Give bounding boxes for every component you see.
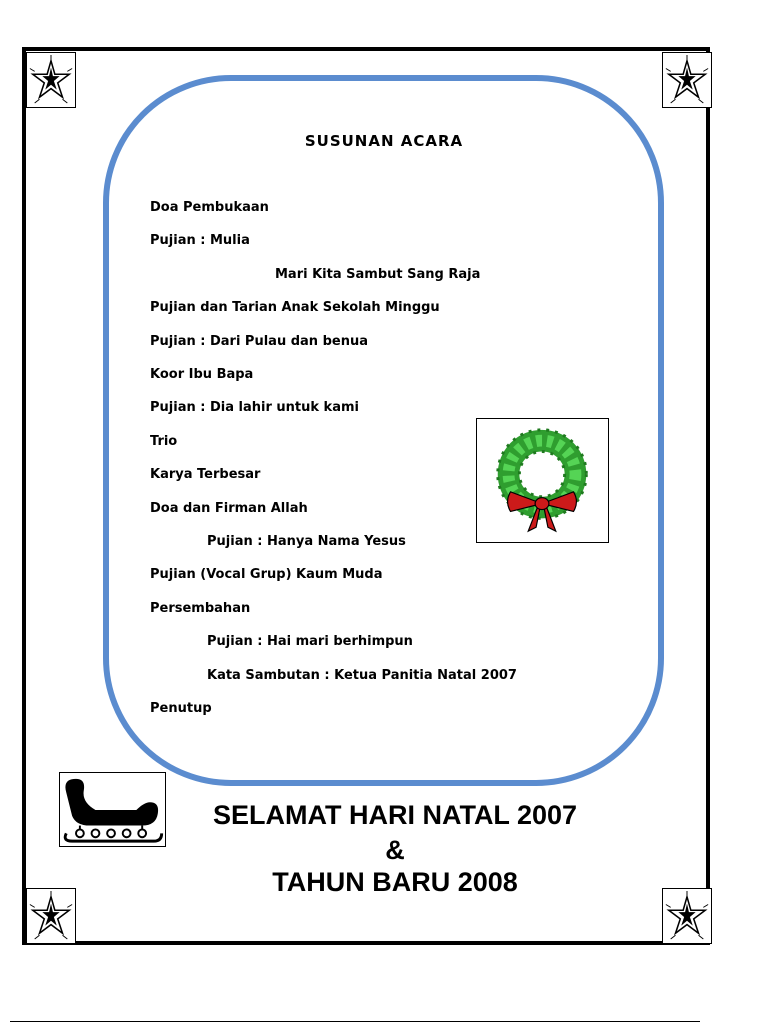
- greeting-line-2: TAHUN BARU 2008: [272, 867, 518, 897]
- program-item: Pujian : Hai mari berhimpun: [207, 634, 413, 649]
- page-title: SUSUNAN ACARA: [304, 132, 464, 150]
- greeting-line-1: SELAMAT HARI NATAL 2007: [212, 800, 578, 830]
- sleigh-icon: [59, 772, 166, 847]
- program-item: Doa Pembukaan: [150, 200, 269, 215]
- star-ornament-icon: [662, 888, 712, 944]
- program-item: Pujian : Dia lahir untuk kami: [150, 400, 359, 415]
- program-item: Persembahan: [150, 601, 251, 616]
- program-item: Pujian (Vocal Grup) Kaum Muda: [150, 567, 383, 582]
- star-ornament-icon: [662, 52, 712, 108]
- star-ornament-icon: [26, 888, 76, 944]
- program-item: Pujian dan Tarian Anak Sekolah Minggu: [150, 300, 440, 315]
- program-item: Koor Ibu Bapa: [150, 367, 254, 382]
- program-item: Pujian : Mulia: [150, 233, 250, 248]
- greeting-ampersand: &: [385, 835, 405, 865]
- program-item: Penutup: [150, 701, 212, 716]
- christmas-wreath-icon: [476, 418, 609, 543]
- program-item: Karya Terbesar: [150, 467, 261, 482]
- program-item: Mari Kita Sambut Sang Raja: [275, 267, 481, 282]
- page-divider: [10, 1021, 700, 1022]
- star-ornament-icon: [26, 52, 76, 108]
- program-item: Kata Sambutan : Ketua Panitia Natal 2007: [207, 668, 517, 683]
- program-item: Pujian : Hanya Nama Yesus: [207, 534, 406, 549]
- program-item: Trio: [150, 434, 178, 449]
- program-item: Pujian : Dari Pulau dan benua: [150, 334, 368, 349]
- program-item: Doa dan Firman Allah: [150, 501, 308, 516]
